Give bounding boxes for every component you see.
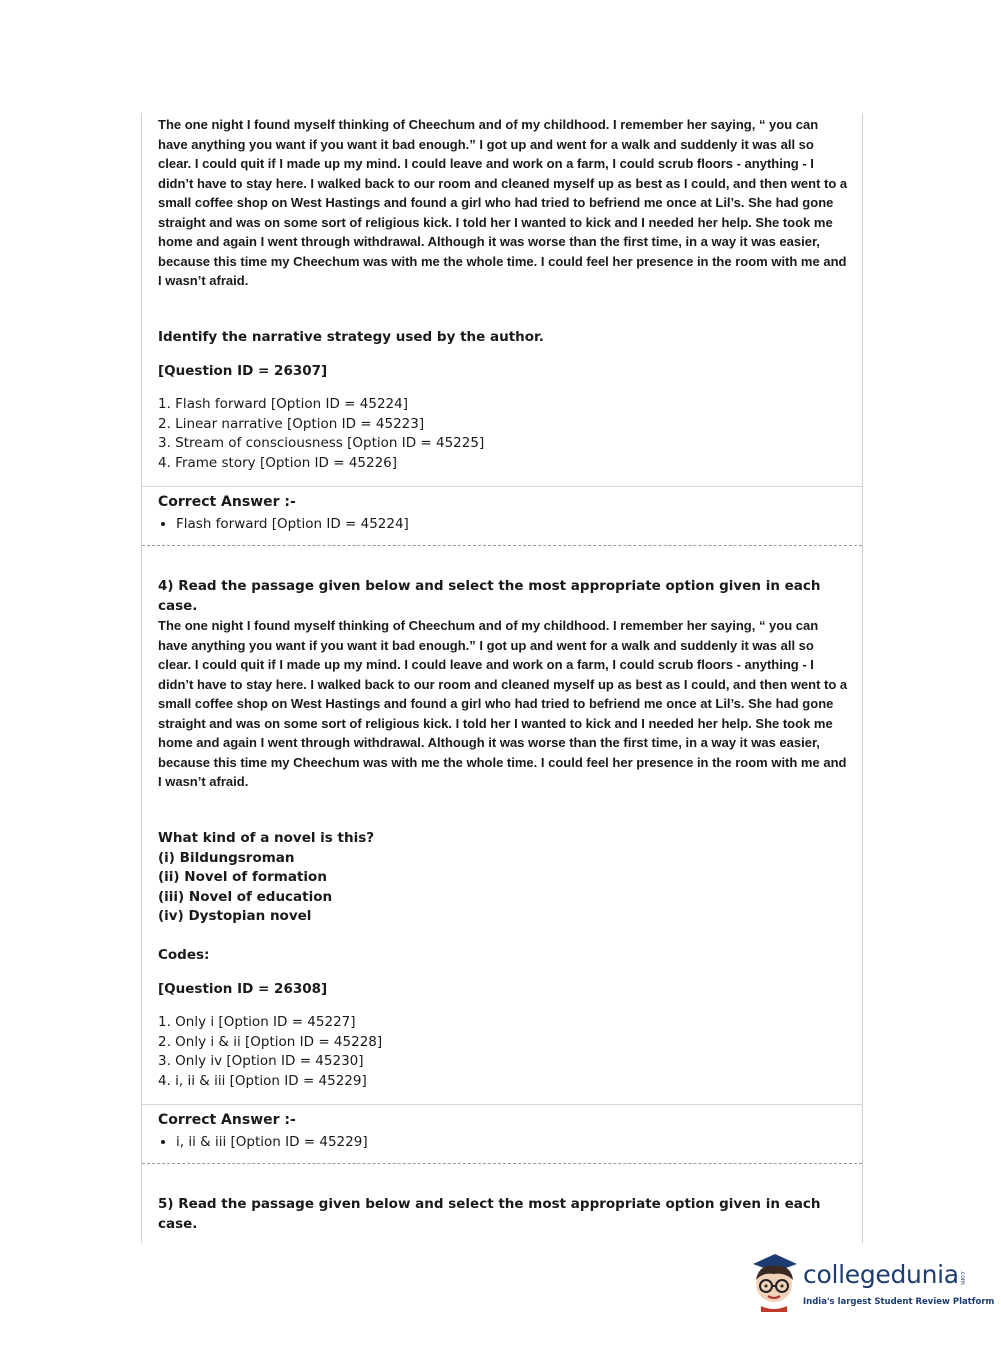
q4-option-4: 4. i, ii & iii [Option ID = 45229]	[158, 1072, 367, 1089]
q3-options-block	[158, 395, 848, 473]
q3-question-block	[158, 328, 848, 348]
q4-sub-item-4: (iv) Dystopian novel	[158, 908, 312, 924]
q4-heading-block	[158, 577, 848, 616]
q5-heading: 5) Read the passage given below and select the most appropriate option given in each case.	[158, 1196, 821, 1232]
q4-heading: 4) Read the passage given below and select the most appropriate option given in each case.	[158, 578, 821, 614]
q4-sub-item-3: (iii) Novel of education	[158, 888, 333, 905]
q4-options-block	[158, 1013, 848, 1091]
q3-option-1: 1. Flash forward [Option ID = 45224]	[158, 396, 408, 412]
q3-passage-block	[158, 115, 848, 291]
q3-passage: The one night I found myself thinking of Cheechum and of my childhood. I remember her saying, “ you can have anything you want if you want it bad enough.” I got up and went for a walk and suddenly it was all so clear. I could quit if I made up my mind. I could leave and work on a farm, I could scrub floors - anything - I didn’t have to stay here. I walked back to our room and cleaned myself up as best as I could, and then went to a small coffee shop on West Hastings and found a girl who had tried to befriend me once at Lil’s. She had gone straight and was on some sort of religious kick. I told her I wanted to kick and I needed her help. She took me home and again I went through withdrawal. Although it was worse than the first time, in a way it was easier, because this time my Cheechum was with me the whole time. I could feel her presence in the room with me and I wasn’t afraid.	[158, 117, 848, 288]
logo-tagline: India's largest Student Review Platform	[803, 1297, 995, 1307]
q4-passage: The one night I found myself thinking of Cheechum and of my childhood. I remember her saying, “ you can have anything you want if you want it bad enough.” I got up and went for a walk and suddenly it was all so clear. I could quit if I made up my mind. I could leave and work on a farm, I could scrub floors - anything - I didn’t have to stay here. I walked back to our room and cleaned myself up as best as I could, and then went to a small coffee shop on West Hastings and found a girl who had tried to befriend me once at Lil’s. She had gone straight and was on some sort of religious kick. I told her I wanted to kick and I needed her help. She took me home and again I went through withdrawal. Although it was worse than the first time, in a way it was easier, because this time my Cheechum was with me the whole time. I could feel her presence in the room with me and I wasn’t afraid.	[158, 618, 848, 789]
q5-heading-block	[158, 1195, 848, 1234]
q4-answer-list	[158, 1133, 848, 1153]
q4-passage-block	[158, 616, 848, 792]
q3-correct-label: Correct Answer :-	[158, 494, 296, 510]
collegedunia-logo	[745, 1250, 995, 1320]
q4-option-2: 2. Only i & ii [Option ID = 45228]	[158, 1033, 383, 1050]
q3-answer-block	[158, 493, 848, 534]
q3-correct-answer: • Flash forward [Option ID = 45224]	[176, 515, 848, 535]
q4-end-separator	[142, 1163, 862, 1164]
q3-question-id: [Question ID = 26307]	[158, 363, 328, 379]
mascot-icon	[745, 1250, 805, 1312]
q3-answer-list	[158, 515, 848, 535]
q3-question: Identify the narrative strategy used by the author.	[158, 329, 544, 345]
document-frame	[141, 113, 863, 1243]
q4-option-1: 1. Only i [Option ID = 45227]	[158, 1014, 356, 1030]
q4-sub-item-1: (i) Bildungsroman	[158, 849, 295, 866]
q3-option-2: 2. Linear narrative [Option ID = 45223]	[158, 415, 425, 432]
q4-correct-label: Correct Answer :-	[158, 1112, 296, 1128]
logo-wordmark: collegedunia	[803, 1260, 959, 1289]
q4-divider	[142, 1104, 862, 1105]
q4-correct-answer: • i, ii & iii [Option ID = 45229]	[176, 1133, 848, 1153]
q3-divider	[142, 486, 862, 487]
q3-end-separator	[142, 545, 862, 546]
q3-option-4: 4. Frame story [Option ID = 45226]	[158, 454, 398, 471]
q4-id-block	[158, 980, 848, 1000]
q4-question-id: [Question ID = 26308]	[158, 981, 328, 997]
logo-com: .com	[959, 1270, 966, 1285]
q3-options	[158, 395, 848, 473]
q3-option-3: 3. Stream of consciousness [Option ID = 45225]	[158, 435, 485, 451]
q4-sub-item-2: (ii) Novel of formation	[158, 869, 327, 885]
q4-codes: Codes:	[158, 947, 210, 963]
q4-option-3: 3. Only iv [Option ID = 45230]	[158, 1053, 364, 1069]
q4-question: What kind of a novel is this?	[158, 830, 375, 846]
q4-codes-block	[158, 946, 848, 966]
q4-question-block	[158, 829, 848, 927]
q4-options	[158, 1013, 848, 1091]
q4-answer-block	[158, 1111, 848, 1152]
q3-id-block	[158, 362, 848, 382]
